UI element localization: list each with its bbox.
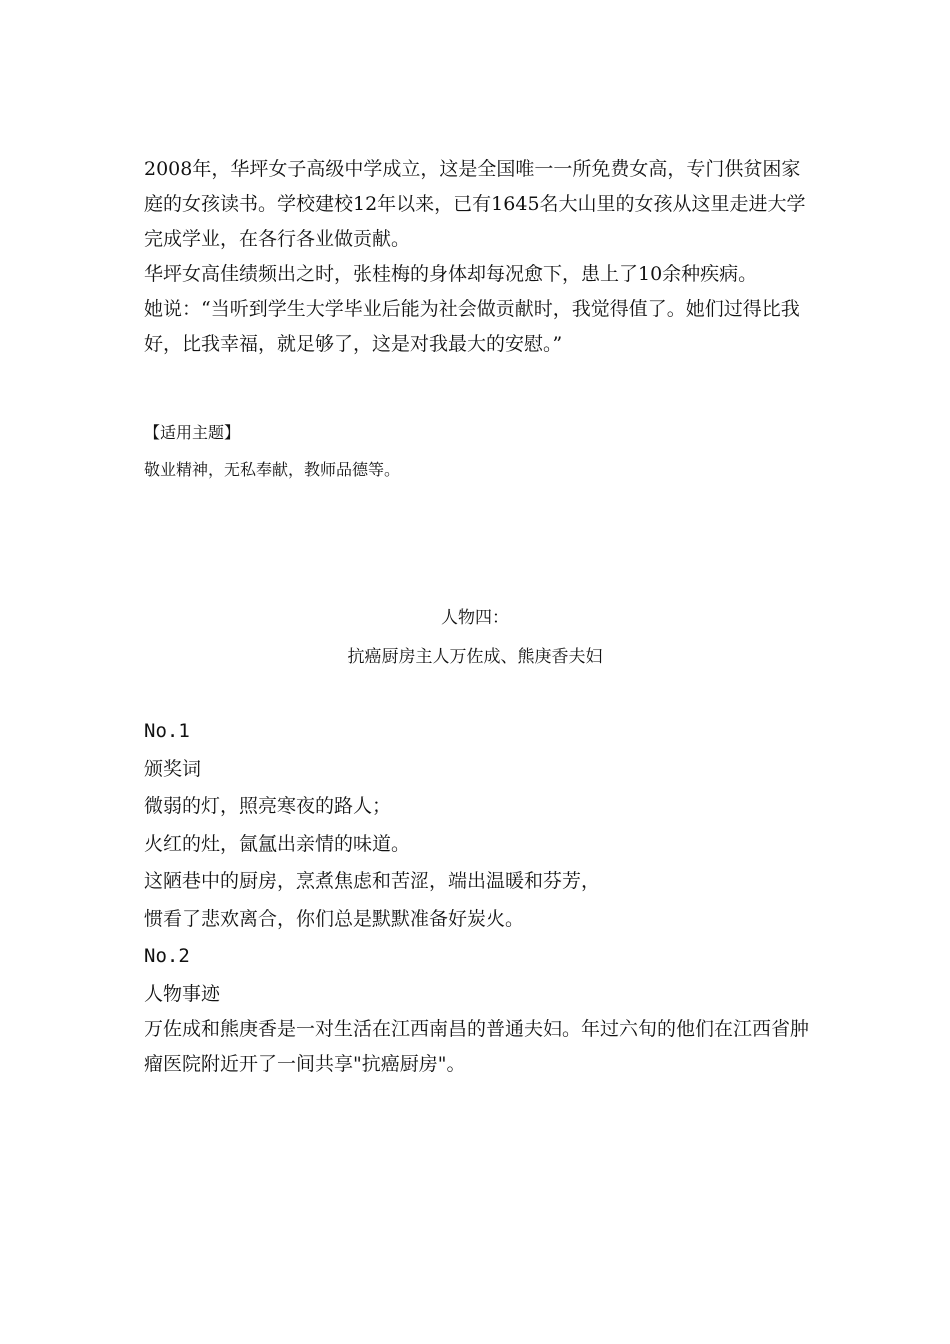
person-name: 抗癌厨房主人万佐成、熊庚香夫妇: [347, 647, 603, 667]
intro-paragraph-1: 2008年，华坪女子高级中学成立，这是全国唯一一所免费女高，专门供贫困家庭的女孩读书。学校建校12年以来，已有1645名大山里的女孩从这里走进大学完成学业，在各行各业做贡献。: [144, 158, 806, 250]
section-1: [144, 713, 824, 1013]
section-1-heading: 颁奖词: [144, 757, 202, 780]
theme-body: 敬业精神，无私奉献，教师品德等。: [144, 460, 401, 479]
section-2-number: No.2: [144, 945, 190, 967]
intro-section: [144, 152, 816, 362]
section-2-heading: 人物事迹: [144, 982, 221, 1005]
section-1-number: No.1: [144, 720, 190, 742]
intro-paragraph-3: 她说：“当听到学生大学毕业后能为社会做贡献时，我觉得值了。她们过得比我好，比我幸福，就足够了，这是对我最大的安慰。”: [144, 298, 800, 355]
theme-title: 【适用主题】: [144, 423, 241, 442]
person-label: 人物四：: [441, 608, 509, 628]
intro-paragraph-2: 华坪女高佳绩频出之时，张桂梅的身体却每况愈下，患上了10余种疾病。: [144, 263, 758, 285]
award-line: 微弱的灯，照亮寒夜的路人；: [144, 795, 392, 817]
award-line: 这陋巷中的厨房，烹煮焦虑和苦涩，端出温暖和芬芳，: [144, 870, 601, 892]
award-line: 火红的灶，氤氲出亲情的味道。: [144, 832, 411, 855]
section-2-body: 万佐成和熊庚香是一对生活在江西南昌的普通夫妇。年过六旬的他们在江西省肿瘤医院附近开了一间共享"抗癌厨房"。: [144, 1018, 810, 1075]
award-line: 惯看了悲欢离合，你们总是默默准备好炭火。: [144, 907, 525, 930]
